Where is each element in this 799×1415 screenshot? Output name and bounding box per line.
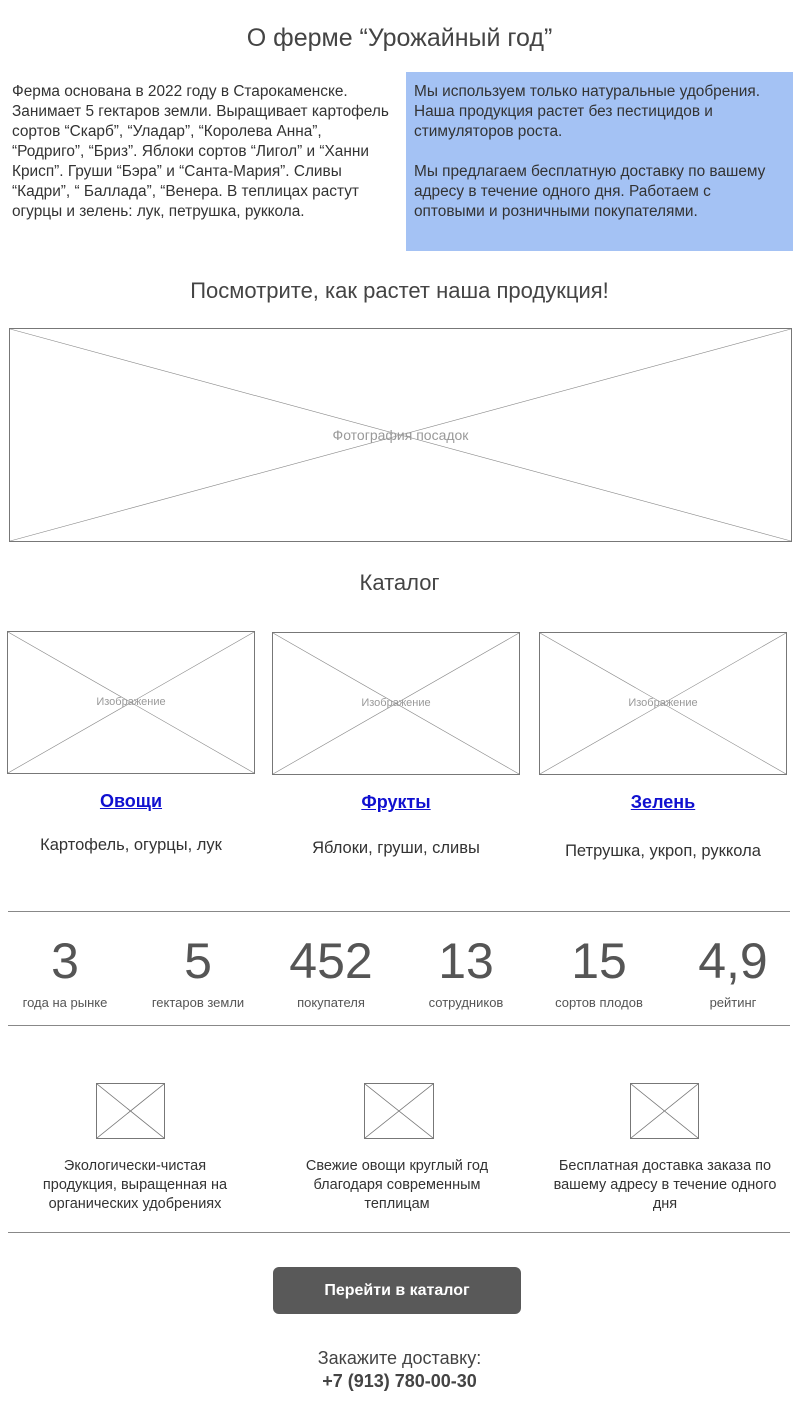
- stat-label: года на рынке: [22, 995, 108, 1010]
- order-delivery-text: Закажите доставку:: [317, 1348, 482, 1368]
- plantings-photo-label: Фотография посадок: [332, 427, 469, 443]
- stat-label: сортов плодов: [555, 995, 643, 1010]
- placeholder-cross-icon: [631, 1084, 698, 1138]
- catalog-heading: Каталог: [359, 570, 440, 595]
- catalog-desc-vegetables: Картофель, огурцы, лук: [40, 836, 222, 854]
- divider: [8, 911, 790, 912]
- feature-text-delivery: Бесплатная доставка заказа по вашему адресу в течение одного дня: [553, 1158, 777, 1212]
- catalog-image-greens: [539, 632, 787, 775]
- page-title: О ферме “Урожайный год”: [246, 24, 553, 52]
- benefits-paragraph-2: Мы предлагаем бесплатную доставку по вашему адресу в течение одного дня. Работаем с оптовыми и розничными покупателями.: [414, 163, 766, 220]
- feature-text-greenhouse: Свежие овощи круглый год благодаря современным теплицам: [305, 1158, 489, 1212]
- stat-label: гектаров земли: [151, 995, 245, 1010]
- stat-label: покупателя: [297, 995, 365, 1010]
- catalog-desc-greens: Петрушка, укроп, руккола: [565, 842, 761, 860]
- farm-description: Ферма основана в 2022 году в Старокаменске. Занимает 5 гектаров земли. Выращивает картофель сортов “Скарб”, “Уладар”, “Королева Анна”, “Родриго”, “Бриз”. Яблоки сортов “Лигол” и “Ханни Крисп”. Груши “Бэра” и “Санта-Мария”. Сливы “Кадри”, “ Баллада”, “Венера. В теплицах растут огурцы и зелень: лук, петрушка, руккола.: [12, 83, 389, 220]
- plantings-photo-placeholder: [9, 328, 792, 542]
- farm-benefits-box: [406, 72, 793, 251]
- placeholder-cross-icon: [97, 1084, 164, 1138]
- stat-label: сотрудников: [428, 995, 504, 1010]
- catalog-image-label: Изображение: [361, 697, 431, 709]
- catalog-link-fruits[interactable]: Фрукты: [361, 792, 431, 812]
- stat-label: рейтинг: [709, 995, 757, 1010]
- catalog-image-vegetables: [7, 631, 255, 774]
- stat-value: 452: [289, 933, 373, 989]
- eco-feature-icon: [96, 1083, 165, 1139]
- catalog-link-vegetables[interactable]: Овощи: [99, 791, 163, 811]
- divider: [8, 1232, 790, 1233]
- catalog-desc-fruits: Яблоки, груши, сливы: [312, 839, 480, 857]
- phone-number[interactable]: +7 (913) 780-00-30: [322, 1371, 477, 1391]
- stat-value: 15: [571, 933, 627, 989]
- feature-text-eco: Экологически-чистая продукция, выращенная на органических удобрениях: [42, 1158, 228, 1212]
- catalog-image-label: Изображение: [96, 696, 166, 708]
- stat-value: 5: [184, 933, 212, 989]
- delivery-feature-icon: [630, 1083, 699, 1139]
- catalog-image-label: Изображение: [628, 697, 698, 709]
- stat-value: 4,9: [698, 933, 768, 989]
- placeholder-cross-icon: [365, 1084, 433, 1138]
- stat-value: 3: [51, 933, 79, 989]
- growth-heading: Посмотрите, как растет наша продукция!: [190, 278, 609, 303]
- benefits-paragraph-1: Мы используем только натуральные удобрения. Наша продукция растет без пестицидов и стимуляторов роста.: [414, 83, 761, 140]
- divider: [8, 1025, 790, 1026]
- greenhouse-feature-icon: [364, 1083, 434, 1139]
- catalog-link-greens[interactable]: Зелень: [630, 792, 696, 812]
- catalog-image-fruits: [272, 632, 520, 775]
- go-to-catalog-button[interactable]: Перейти в каталог: [273, 1267, 521, 1314]
- stat-value: 13: [438, 933, 494, 989]
